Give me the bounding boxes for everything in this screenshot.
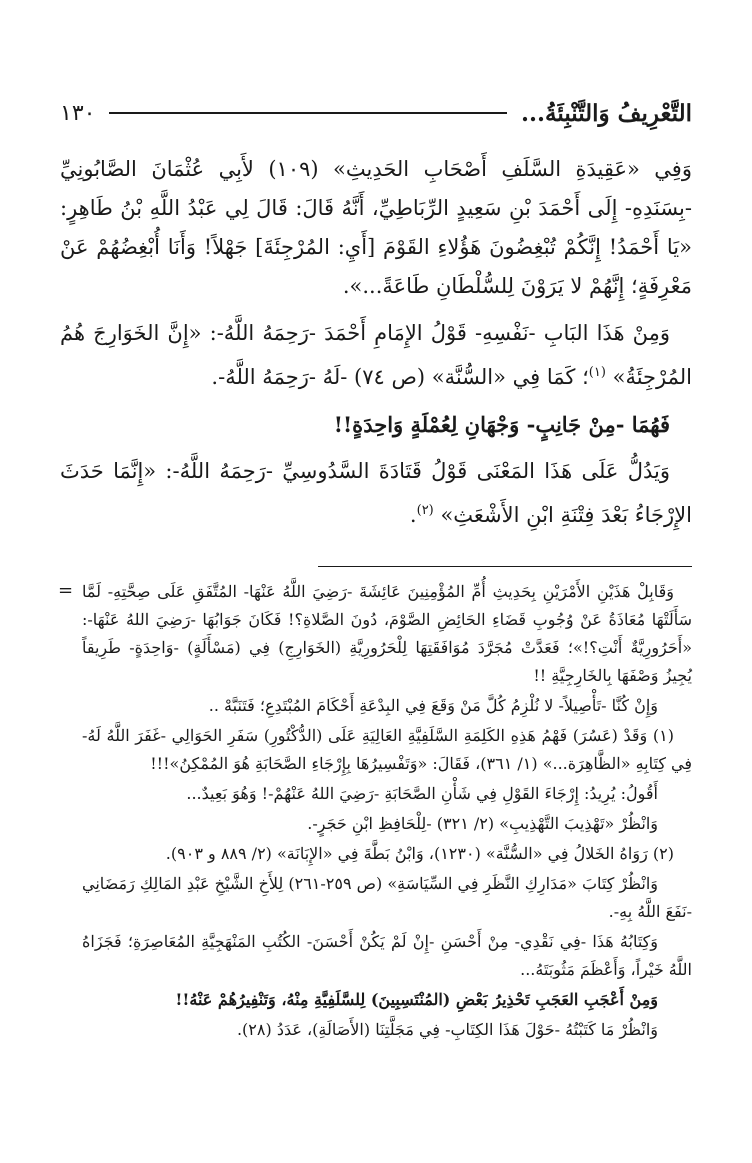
footnote-2-remark: وَمِنْ أَعْجَبِ العَجَبِ تَحْذِيرُ بَعْضِ (المُنْتَسِبِينَ) لِلسَّلَفِيَّةِ مِنْهُ، وَتَنْفِيرُهُمْ عَنْهُ!! (175, 990, 658, 1009)
paragraph-tail: ؛ كَمَا فِي «السُّنَّة» (ص ٧٤) -لَهُ -رَحِمَهُ اللَّهُ-. (211, 365, 589, 389)
footnote-continued: وَقَابِلْ هَذَيْنِ الأَمْرَيْنِ بِحَدِيثِ أُمِّ المُؤْمِنِينَ عَائِشَةَ -رَضِيَ اللَّهُ عَنْهَا- المُتَّفَقِ عَلَى صِحَّتِهِ- لَمَّا سَأَلَتْهَا مُعَاذَةُ عَنْ وُجُوبِ قَضَاءِ الحَائِضِ الصَّوْمَ، دُونَ الصَّلاةِ؟! فَكَانَ جَوَابُهَا -رَضِيَ اللهُ عَنْهَا-: «أَحَرُورِيَّةٌ أَنْتِ؟!»؛ فَعَدَّتْ مُجَرَّدَ مُوَافَقَتِهَا لِلْحَرُورِيَّةِ (الخَوَارِجِ) فِي (مَسْأَلَةٍ) -وَاحِدَةٍ- طَرِيقاً يُجِيزُ وَصْفَهَا بِالخَارِجِيَّةِ !! (82, 582, 692, 685)
running-title: التَّعْرِيفُ وَالتَّنْبِئَةُ... (521, 99, 692, 127)
paragraph-tail: . (409, 503, 417, 527)
footnote-marker-2: (٢) (416, 503, 434, 518)
book-page (60, 0, 692, 1163)
footnote-2-reference: وَانْظُرْ كِتَابَ «مَدَارِكِ النَّظَرِ فِي السِّيَاسَةِ» (ص ٢٥٩-٢٦١) لِلأَخِ الشَّيْخِ عَبْدِ المَالِكِ رَمَضَانِي -نَفَعَ اللَّهُ بِهِ-. (82, 874, 692, 921)
footnote-continuation-mark: = (58, 580, 74, 601)
footnote-2-journal: وَانْظُرْ مَا كَتَبْتُهُ -حَوْلَ هَذَا الكِتَابِ- فِي مَجَلَّتِنَا (الأَصَالَةِ)، عَدَدُ (٢٨). (236, 1020, 658, 1039)
header-rule (109, 112, 507, 114)
paragraph-aqidat-al-salaf: وَفِي «عَقِيدَةِ السَّلَفِ أَصْحَابِ الحَدِيثِ» (١٠٩) لأَبِي عُثْمَانَ الصَّابُونِيِّ -بِسَنَدِهِ- إِلَى أَحْمَدَ بْنِ سَعِيدٍ الرِّبَاطِيِّ، أَنَّهُ قَالَ: قَالَ لِي عَبْدُ اللَّهِ بْنُ طَاهِرٍ: «يَا أَحْمَدُ! إِنَّكُمْ تُبْغِضُونَ هَؤُلاءِ القَوْمَ [أَيِ: المُرْجِئَةَ] جَهْلاً! وَأَنَا أُبْغِضُهُمْ عَنْ مَعْرِفَةٍ؛ إِنَّهُمْ لا يَرَوْنَ لِلسُّلْطَانِ طَاعَةً...». (60, 157, 692, 298)
footnote-1: (١) وَقَدْ (عَسُرَ) فَهْمُ هَذِهِ الكَلِمَةِ السَّلَفِيَّةِ العَالِيَةِ عَلَى (الدُّكْتُورِ) سَفَرِ الحَوَالِي -غَفَرَ اللَّهُ لَهُ- فِي كِتَابِهِ «الظَّاهِرَة...» (١/ ٣٦١)، فَقَالَ: «وَتَفْسِيرُهَا بِإِرْجَاءِ الصَّحَابَةِ هُوَ المُمْكِنُ»!!! (82, 726, 692, 773)
footnote-marker-1: (١) (588, 365, 606, 380)
page-number: ١٣٠ (60, 100, 96, 126)
footnote-2-praise: وَكِتَابُهُ هَذَا -فِي نَقْدِي- مِنْ أَحْسَنِ -إِنْ لَمْ يَكُنْ أَحْسَنَ- الكُتُبِ المَنْهَجِيَّةِ المُعَاصِرَةِ؛ فَجَزَاهُ اللَّهُ خَيْراً، وَأَعْظَمَ مَثُوبَتَهُ... (82, 932, 692, 979)
running-header (60, 96, 692, 130)
footnote-1-reference: وَانْظُرْ «تَهْذِيبَ التَّهْذِيبِ» (٢/ ٣٢١) -لِلْحَافِظِ ابْنِ حَجَرٍ-. (307, 814, 658, 833)
footnote-2: (٢) رَوَاهُ الخَلالُ فِي «السُّنَّة» (١٢٣٠)، وَابْنُ بَطَّةَ فِي «الإِبَانَة» (٢/ ٨٨٩ و ٩٠٣). (165, 844, 674, 863)
paragraph-two-faces: فَهُمَا -مِنْ جَانِبٍ- وَجْهَانِ لِعُمْلَةٍ وَاحِدَةٍ!! (333, 412, 670, 437)
paragraph-imam-ahmad (60, 314, 692, 397)
main-text (60, 150, 692, 543)
footnote-1-comment: أَقُولُ: يُرِيدُ: إِرْجَاءَ القَوْلِ فِي شَأْنِ الصَّحَابَةِ -رَضِيَ اللهُ عَنْهُمْ-! وَهُوَ بَعِيدٌ... (186, 784, 658, 803)
footnotes (82, 578, 692, 1046)
footnote-note: وَإِنْ كُنَّا -تَأْصِيلاً- لا نُلْزِمُ كُلَّ مَنْ وَقَعَ فِي البِدْعَةِ أَحْكَامَ المُبْتَدِعِ؛ فَتَنَبَّهْ .. (208, 696, 658, 715)
paragraph-text: وَمِنْ هَذَا البَابِ -نَفْسِهِ- قَوْلُ الإِمَامِ أَحْمَدَ -رَحِمَهُ اللَّهُ-: «إِنَّ الخَوَارِجَ هُمُ المُرْجِئَةُ» (60, 321, 692, 389)
paragraph-text: وَيَدُلُّ عَلَى هَذَا المَعْنَى قَوْلُ قَتَادَةَ السَّدُوسِيِّ -رَحِمَهُ اللَّهُ-: «إِنَّمَا حَدَثَ الإِرْجَاءُ بَعْدَ فِتْنَةِ ابْنِ الأَشْعَثِ» (60, 459, 692, 527)
paragraph-qatada (60, 452, 692, 535)
footnote-separator (318, 566, 692, 567)
